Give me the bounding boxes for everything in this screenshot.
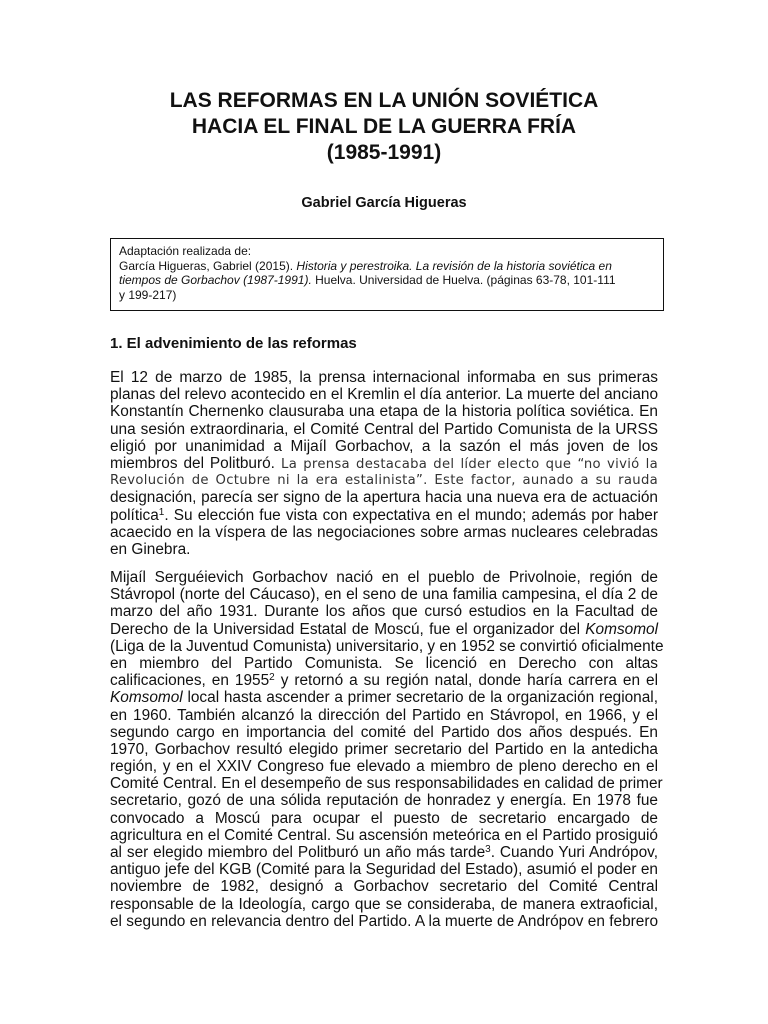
document-title <box>0 88 768 166</box>
term-komsomol: Komsomol <box>110 689 183 707</box>
text-line: en miembro del Partido Comunista. Se licenció en Derecho con altas <box>110 654 658 672</box>
title-line-2: HACIA EL FINAL DE LA GUERRA FRÍA <box>191 115 577 138</box>
text-line: Mijaíl Serguéievich Gorbachov nació en el pueblo de Privolnoie, región de <box>110 569 658 586</box>
paragraph-1 <box>110 369 658 558</box>
text-line: responsable de la Ideología, cargo que se consideraba, de manera extraoficial, <box>110 895 658 913</box>
title-line-1: LAS REFORMAS EN LA UNIÓN SOVIÉTICA <box>169 89 599 112</box>
section-heading: 1. El advenimiento de las reformas <box>110 335 357 352</box>
text-line <box>110 507 658 524</box>
citation-line-4: y 199-217) <box>119 287 177 302</box>
footnote-ref-3[interactable]: 3 <box>485 844 491 855</box>
text-line: segundo cargo en importancia del comité del Partido dos años después. En <box>110 723 658 741</box>
text-line: convocado a Moscú para ocupar el puesto de secretario encargado de <box>110 809 658 827</box>
text-line <box>110 455 658 472</box>
text-fragment: calificaciones, en 1955 <box>110 672 270 690</box>
citation-line-2 <box>119 259 655 274</box>
text-fragment: local hasta ascender a primer secretario de la organización regional, <box>182 689 658 707</box>
text-line: 1970, Gorbachov resultó elegido primer secretario del Partido en la antedicha <box>110 740 658 758</box>
text-line: (Liga de la Juventud Comunista) universitario, y en 1952 se convirtió oficialmente <box>110 637 664 655</box>
title-line-3: (1985-1991) <box>326 141 442 164</box>
text-line: Stávropol (norte del Cáucaso), en el seno de una familia campesina, el día 2 de <box>110 586 658 604</box>
text-line: en 1960. También alcanzó la dirección del Partido en Stávropol, en 1966, y el <box>110 706 658 724</box>
text-fragment: Derecho de la Universidad Estatal de Moscú, fue el organizador del <box>110 620 586 638</box>
text-fragment: y retornó a su región natal, donde haría carrera en el <box>274 672 658 690</box>
text-fragment: miembros del Politburó. <box>110 454 275 472</box>
text-fragment: al ser elegido miembro del Politburó un año más tarde <box>110 844 486 861</box>
citation-line-1: Adaptación realizada de: <box>119 244 252 258</box>
footnote-ref-2[interactable]: 2 <box>269 672 275 684</box>
text-line: eligió por unanimidad a Mijaíl Gorbachov, a la sazón el más joven de los <box>110 437 658 455</box>
text-line: El 12 de marzo de 1985, la prensa internacional informaba en sus primeras <box>110 369 658 386</box>
citation-book-title-cont: tiempos de Gorbachov (1987-1991). <box>119 273 312 287</box>
text-line: designación, parecía ser signo de la apertura hacia una nueva era de actuación <box>110 489 658 507</box>
text-line: región, y en el XXIV Congreso fue elevado a miembro de pleno derecho en el <box>110 758 658 776</box>
text-line <box>110 621 658 638</box>
text-line <box>110 672 658 689</box>
citation-book-title: Historia y perestroika. La revisión de la historia soviética en <box>296 258 612 273</box>
footnote-ref-1[interactable]: 1 <box>158 506 165 518</box>
author-name: Gabriel García Higueras <box>301 195 467 211</box>
text-fragment: . Su elección fue vista con expectativa en el mundo; además por haber <box>164 506 658 524</box>
text-line: planas del relevo acontecido en el Kremlin el día anterior. La muerte del anciano <box>110 386 658 404</box>
text-line: Revolución de Octubre ni la era estalinista”. Este factor, aunado a su rauda <box>110 473 658 489</box>
text-line: Comité Central. En el desempeño de sus responsabilidades en calidad de primer <box>110 775 663 793</box>
text-line: una sesión extraordinaria, el Comité Central del Partido Comunista de la URSS <box>110 420 658 438</box>
text-line: Konstantín Chernenko clausuraba una etapa de la historia política soviética. En <box>110 403 658 421</box>
text-line: noviembre de 1982, designó a Gorbachov secretario del Comité Central <box>110 878 658 896</box>
text-line <box>110 844 658 861</box>
citation-publisher: Huelva. Universidad de Huelva. (páginas 63-78, 101-111 <box>311 273 616 287</box>
citation-line-3 <box>119 273 655 288</box>
text-fragment: . Cuando Yuri Andrópov, <box>490 844 658 861</box>
text-line: secretario, gozó de una sólida reputación de honradez y energía. En 1978 fue <box>110 792 658 810</box>
text-line: antiguo jefe del KGB (Comité para la Seguridad del Estado), asumió el poder en <box>110 861 658 879</box>
text-line: agricultura en el Comité Central. Su ascensión meteórica en el Partido prosiguió <box>110 826 658 844</box>
text-line: marzo del año 1931. Durante los años que cursó estudios en la Facultad de <box>110 603 658 621</box>
term-komsomol: Komsomol <box>585 620 658 638</box>
citation-box <box>110 238 664 311</box>
text-line <box>110 689 658 706</box>
paragraph-2 <box>110 569 664 930</box>
text-fragment: política <box>110 506 159 524</box>
text-fragment: La prensa destacaba del líder electo que “no vivió la <box>274 456 658 472</box>
text-line: acaecido en la víspera de las negociaciones sobre armas nucleares celebradas <box>110 523 658 541</box>
text-line: el segundo en relevancia dentro del Partido. A la muerte de Andrópov en febrero <box>110 912 658 930</box>
text-line: en Ginebra. <box>110 540 191 558</box>
citation-author: García Higueras, Gabriel (2015). <box>119 258 297 273</box>
